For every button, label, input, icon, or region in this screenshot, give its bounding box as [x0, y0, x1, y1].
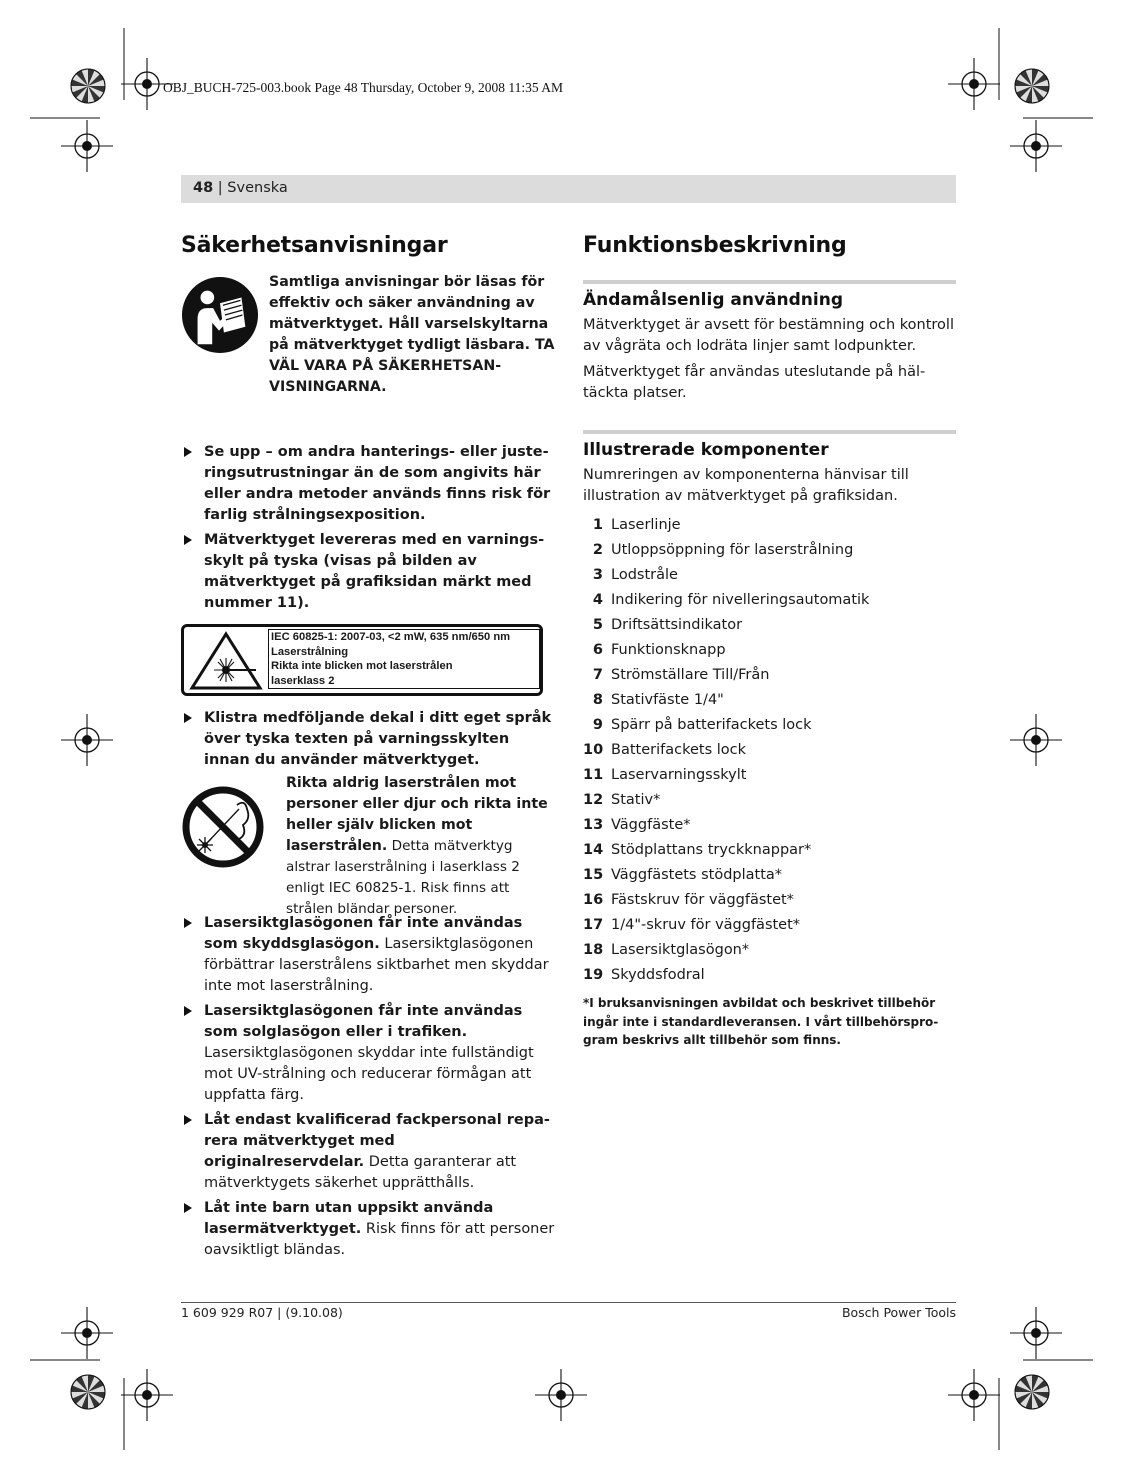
bullet-item [181, 1001, 555, 1106]
bullet-normal: Detta garanterar att mätverktygets säkerhet upprätthålls. [204, 1154, 517, 1191]
bullet-triangle-icon [184, 713, 192, 723]
label-line-warning: Rikta inte blicken mot laserstrålen [271, 660, 453, 672]
bullet-triangle-icon [184, 1006, 192, 1016]
page-number: 48 [193, 180, 214, 196]
bullet-normal: Lasersiktglasögonen skyddar inte fullständigt mot UV-strålning och reducerar förmågan att uppfatta färg. [204, 1045, 534, 1103]
intro-block [181, 272, 555, 442]
component-number: 11 [583, 767, 604, 783]
component-item [583, 888, 956, 913]
bullet-bold: Se upp – om andra hanterings- eller justeringsutrustningar än de som angivits här eller andra metoder används finns risk för farlig strålningsexposition. [204, 444, 551, 523]
component-label: Strömställare Till/Från [611, 667, 770, 683]
label-line-class: laserklass 2 [271, 674, 335, 687]
component-number: 13 [583, 817, 604, 833]
component-item [583, 763, 956, 788]
laser-warning-label [181, 624, 543, 696]
bullet-normal: Risk finns för att personer oavsiktligt bländas. [204, 1221, 555, 1258]
right-column [583, 232, 956, 1050]
no-laser-in-eyes-icon [181, 785, 265, 869]
component-item [583, 963, 956, 988]
component-item [583, 938, 956, 963]
component-number: 7 [592, 667, 603, 683]
component-item [583, 738, 956, 763]
bullet-item [181, 1110, 555, 1194]
component-label: Laservarningsskylt [611, 767, 747, 783]
bullet-bold: Lasersiktglasögonen får inte användas som skyddsglasögon. [204, 915, 523, 952]
bullet-bold: Låt endast kvalificerad fackpersonal reparera mätverktyget med originalreservdelar. [204, 1112, 550, 1170]
footer-rule [181, 1302, 956, 1303]
component-label: Stativ* [611, 792, 661, 808]
component-label: Utloppsöppning för laserstrålning [611, 542, 854, 558]
left-column [181, 232, 555, 1265]
footer-brand: Bosch Power Tools [841, 1305, 956, 1320]
component-number: 4 [592, 592, 603, 608]
component-label: Spärr på batterifackets lock [611, 717, 812, 733]
component-number: 5 [592, 617, 603, 633]
label-line-standard: IEC 60825-1: 2007-03, <2 mW, 635 nm/650 nm [271, 631, 511, 643]
label-line-radiation: Laserstrålning [271, 645, 349, 658]
bullet-item [181, 913, 555, 997]
component-label: Väggfäste* [611, 817, 691, 833]
component-number: 15 [583, 867, 604, 883]
component-number: 2 [592, 542, 603, 558]
component-label: Skyddsfodral [611, 967, 705, 983]
component-number: 10 [583, 742, 604, 758]
component-label: Lasersiktglasögon* [611, 942, 750, 958]
bullet-triangle-icon [184, 447, 192, 457]
label-text [268, 629, 540, 689]
print-slug: OBJ_BUCH-725-003.book Page 48 Thursday, October 9, 2008 11:35 AM [163, 80, 563, 95]
component-number: 19 [583, 967, 604, 983]
component-label: Stativfäste 1/4" [611, 692, 724, 708]
component-item [583, 588, 956, 613]
component-item [583, 863, 956, 888]
laser-hazard-icon [189, 630, 263, 692]
bullet-bold: Mätverktyget levereras med en varningsskylt på tyska (visas på bilden av mätverktyget på grafiksidan märkt med nummer 11). [204, 532, 545, 611]
bullet-bold: Klistra medföljande dekal i ditt eget språk över tyska texten på varningsskylten innan du använder mätverktyget. [204, 710, 552, 768]
component-number: 12 [583, 792, 604, 808]
bullet-item [181, 530, 555, 614]
component-label: Batterifackets lock [611, 742, 746, 758]
function-title: Funktionsbeskrivning [583, 233, 847, 258]
component-label: Fästskruv för väggfästet* [611, 892, 794, 908]
section-rule [583, 280, 956, 284]
bullet-triangle-icon [184, 1203, 192, 1213]
component-label: Driftsättsindikator [611, 617, 743, 633]
intro-text: Samtliga anvisningar bör läsas för effektiv och säker användning av mätverktyget. Håll varselskyltarna på mätverktyget tydligt läsbara. TA VÄL VARA PÅ SÄKERHETSANVISNINGARNA. [269, 274, 555, 395]
bullet-triangle-icon [184, 535, 192, 545]
intended-use-p2: Mätverktyget får användas uteslutande på hältäckta platser. [583, 364, 926, 401]
warning-normal: Detta mätverktyg alstrar laserstrålning i laserklass 2 enligt IEC 60825-1. Risk finns att strålen bländar personer. [286, 838, 520, 917]
component-item [583, 613, 956, 638]
component-item [583, 813, 956, 838]
component-label: 1/4"-skruv för väggfästet* [611, 917, 801, 933]
footer-doc-number: 1 609 929 R07 | (9.10.08) [181, 1305, 343, 1320]
header-separator: | [213, 180, 228, 196]
component-item [583, 713, 956, 738]
page-header [181, 175, 956, 203]
bullet-bold: Lasersiktglasögonen får inte användas som solglasögon eller i trafiken. [204, 1003, 523, 1040]
read-manual-icon [181, 276, 259, 354]
components-heading: Illustrerade komponenter [583, 440, 829, 460]
intended-use-p1: Mätverktyget är avsett för bestämning och kontroll av vågräta och lodräta linjer samt lodpunkter. [583, 317, 954, 354]
component-label: Stödplattans tryckknappar* [611, 842, 812, 858]
component-number: 18 [583, 942, 604, 958]
bullet-triangle-icon [184, 918, 192, 928]
header-section: Svenska [227, 180, 288, 196]
section-rule [583, 430, 956, 434]
component-label: Laserlinje [611, 517, 681, 533]
components-list [583, 513, 956, 988]
component-label: Väggfästets stödplatta* [611, 867, 783, 883]
component-item [583, 838, 956, 863]
component-label: Funktionsknapp [611, 642, 726, 658]
bullet-normal: Lasersiktglasögonen förbättrar laserstrålens siktbarhet men skyddar inte mot laserstrålning. [204, 936, 549, 994]
component-item [583, 538, 956, 563]
component-item [583, 638, 956, 663]
component-item [583, 688, 956, 713]
bullet-item [181, 1198, 555, 1261]
bullet-item [181, 708, 555, 771]
component-label: Lodstråle [611, 567, 678, 583]
laser-warning-text [286, 773, 556, 920]
intended-use-heading: Ändamålsenlig användning [583, 290, 844, 310]
header-text [193, 180, 288, 196]
component-item [583, 513, 956, 538]
accessory-footnote: *I bruksanvisningen avbildat och beskrivet tillbehör ingår inte i standardleveransen. I vårt tillbehörsprogram beskrivs allt tillbehör som finns. [583, 996, 939, 1047]
component-item [583, 663, 956, 688]
component-number: 14 [583, 842, 604, 858]
laser-prohibition-block [181, 775, 555, 917]
component-item [583, 913, 956, 938]
warning-bold: Rikta aldrig laserstrålen mot personer eller djur och rikta inte heller själv blicken mot laserstrålen. [286, 775, 548, 854]
component-number: 3 [592, 567, 603, 583]
component-item [583, 788, 956, 813]
component-number: 8 [592, 692, 603, 708]
components-intro: Numreringen av komponenterna hänvisar till illustration av mätverktyget på grafiksidan. [583, 467, 909, 504]
component-number: 16 [583, 892, 604, 908]
component-number: 6 [592, 642, 603, 658]
component-number: 17 [583, 917, 604, 933]
component-number: 9 [592, 717, 603, 733]
component-item [583, 563, 956, 588]
bullet-bold: Låt inte barn utan uppsikt använda lasermätverktyget. [204, 1200, 494, 1237]
bullet-triangle-icon [184, 1115, 192, 1125]
safety-title: Säkerhetsanvisningar [181, 233, 448, 258]
component-number: 1 [592, 517, 603, 533]
bullet-item [181, 442, 555, 526]
component-label: Indikering för nivelleringsautomatik [611, 592, 870, 608]
